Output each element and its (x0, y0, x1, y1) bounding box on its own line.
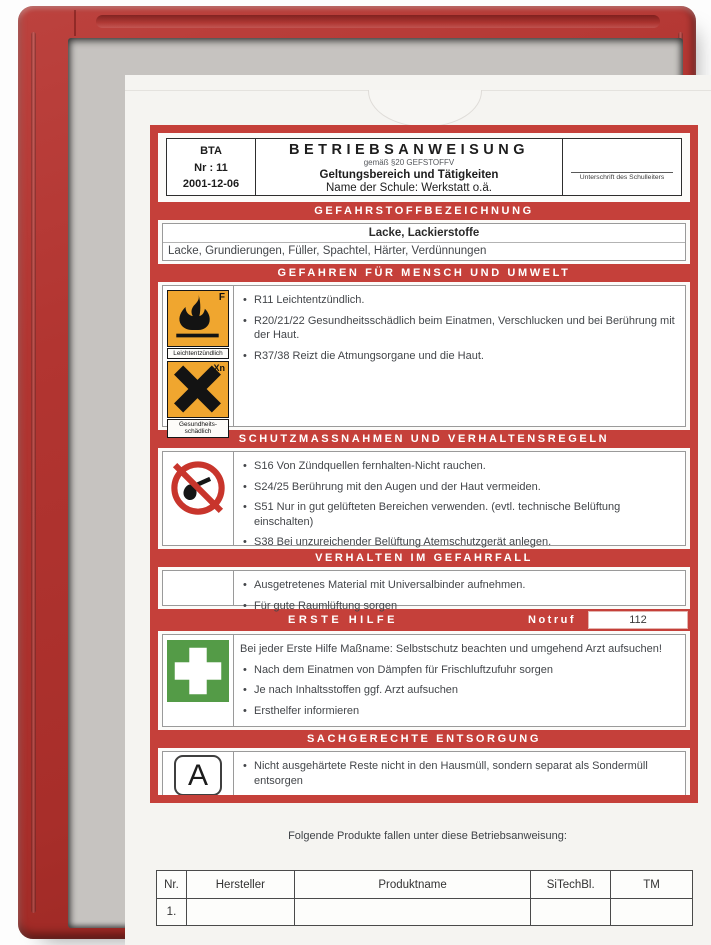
col-header-sitechbl: SiTechBl. (531, 871, 611, 899)
emergency-row (162, 570, 686, 612)
bta-number-cell (167, 139, 256, 195)
emergency-number: 112 (588, 611, 688, 629)
col-header-hersteller: Hersteller (186, 871, 294, 899)
emergency-list (234, 571, 685, 612)
col-header-nr: Nr. (157, 871, 187, 899)
signature-label: Unterschrift des Schulleiters (579, 174, 665, 181)
title-cell (256, 139, 562, 195)
substance-description: Lacke, Grundierungen, Füller, Spachtel, Härter, Verdünnungen (168, 245, 487, 257)
letter-a-icon: A (174, 755, 222, 796)
display-panel-frame (18, 6, 696, 939)
dangers-list (234, 286, 685, 426)
products-table-header (157, 871, 693, 899)
first-aid-title: ERSTE HILFE (287, 614, 398, 626)
no-smoking-icon (170, 460, 226, 516)
cell-tm (611, 899, 693, 926)
x-cross-icon (167, 361, 229, 418)
band-schutzmassnahmen: SCHUTZMASSNAHMEN UND VERHALTENSREGELN (158, 430, 690, 448)
hazard-letter-Xn: Xn (213, 363, 225, 374)
document-page (125, 75, 711, 945)
notruf-label: Notruf (528, 614, 576, 626)
scope-label: Geltungsbereich und Tätigkeiten (319, 169, 499, 181)
pictogram-harmful (167, 361, 229, 437)
green-cross-icon (167, 640, 229, 702)
band-gefahren: GEFAHREN FÜR MENSCH UND UMWELT (158, 264, 690, 282)
danger-item: • R20/21/22 Gesundheitsschädlich beim Einatmen, Verschlucken und bei Berührung mit der Haut. (240, 314, 675, 343)
school-name: Name der Schule: Werkstatt o.ä. (326, 182, 492, 194)
first-aid-item: • Je nach Inhaltsstoffen ggf. Arzt aufsuchen (240, 683, 675, 698)
flame-icon (167, 290, 229, 347)
band-entsorgung: SACHGERECHTE ENTSORGUNG (158, 730, 690, 748)
disposal-row (162, 751, 686, 797)
signature-line (571, 172, 673, 173)
first-aid-icon-column (163, 635, 234, 726)
frame-left-ridge (31, 32, 36, 913)
protection-item: • S51 Nur in gut gelüfteten Bereichen verwenden. (evtl. technische Belüftung einschalten) (240, 500, 675, 529)
frame-top-channel (96, 15, 660, 28)
protection-list (234, 452, 685, 549)
protection-item: • S24/25 Berührung mit den Augen und der Haut vermeiden. (240, 480, 675, 495)
col-header-produktname: Produktname (294, 871, 530, 899)
emergency-icon-column (163, 571, 234, 605)
first-aid-intro: Bei jeder Erste Hilfe Maßname: Selbstschutz beachten und umgehend Arzt aufsuchen! (240, 643, 662, 655)
products-intro: Folgende Produkte fallen unter diese Betriebsanweisung: (288, 830, 567, 842)
first-aid-row (162, 634, 686, 727)
dangers-icon-column (163, 286, 234, 436)
protection-item: • S16 Von Zündquellen fernhalten-Nicht rauchen. (240, 459, 675, 474)
disposal-icon-column (163, 752, 234, 796)
band-gefahrstoffbezeichnung: GEFAHRSTOFFBEZEICHNUNG (158, 202, 690, 220)
frame-seam (74, 10, 76, 36)
substance-box (162, 223, 686, 261)
document-title: BETRIEBSANWEISUNG (288, 142, 530, 158)
cell-produktname (294, 899, 530, 926)
cell-nr: 1. (157, 899, 187, 926)
first-aid-item: • Nach dem Einatmen von Dämpfen für Frischluftzufuhr sorgen (240, 663, 675, 678)
pictogram-flammable-label: Leichtentzündlich (167, 348, 229, 359)
protection-item: • S38 Bei unzureichender Belüftung Atemschutzgerät anlegen. (240, 535, 675, 550)
danger-item: • R11 Leichtentzündlich. (240, 293, 675, 308)
document-header (166, 138, 682, 196)
pictogram-flammable (167, 290, 229, 359)
first-aid-list (234, 635, 685, 726)
thumb-cutout (368, 90, 482, 127)
protection-icon-column (163, 452, 234, 545)
protection-row (162, 451, 686, 549)
hazard-letter-F: F (218, 292, 225, 303)
emergency-item: • Für gute Raumlüftung sorgen (240, 599, 675, 614)
bta-nr: Nr : 11 (194, 161, 228, 174)
substance-name: Lacke, Lackierstoffe (163, 224, 685, 243)
bta-date: 2001-12-06 (182, 178, 240, 190)
danger-item: • R37/38 Reizt die Atmungsorgane und die Haut. (240, 349, 675, 364)
first-aid-item: • Ersthelfer informieren (240, 704, 675, 719)
disposal-list (234, 752, 685, 796)
dangers-row (162, 285, 686, 436)
disposal-item: • Nicht ausgehärtete Reste nicht in den Hausmüll, sondern separat als Sondermüll entsorgen (240, 759, 675, 788)
col-header-tm: TM (611, 871, 693, 899)
betriebsanweisung-document (150, 125, 698, 803)
document-sleeve (68, 38, 683, 928)
cell-sitechbl (531, 899, 611, 926)
table-row (157, 899, 693, 926)
products-table (156, 870, 693, 926)
band-verhalten-gefahrfall: VERHALTEN IM GEFAHRFALL (158, 549, 690, 567)
cell-hersteller (186, 899, 294, 926)
pictogram-harmful-label: Gesundheits- schädlich (167, 419, 229, 437)
signature-cell (562, 139, 681, 195)
document-subtitle: gemäß §20 GEFSTOFFV (363, 158, 455, 167)
bta-label: BTA (200, 145, 222, 157)
emergency-item: • Ausgetretenes Material mit Universalbinder aufnehmen. (240, 578, 675, 593)
